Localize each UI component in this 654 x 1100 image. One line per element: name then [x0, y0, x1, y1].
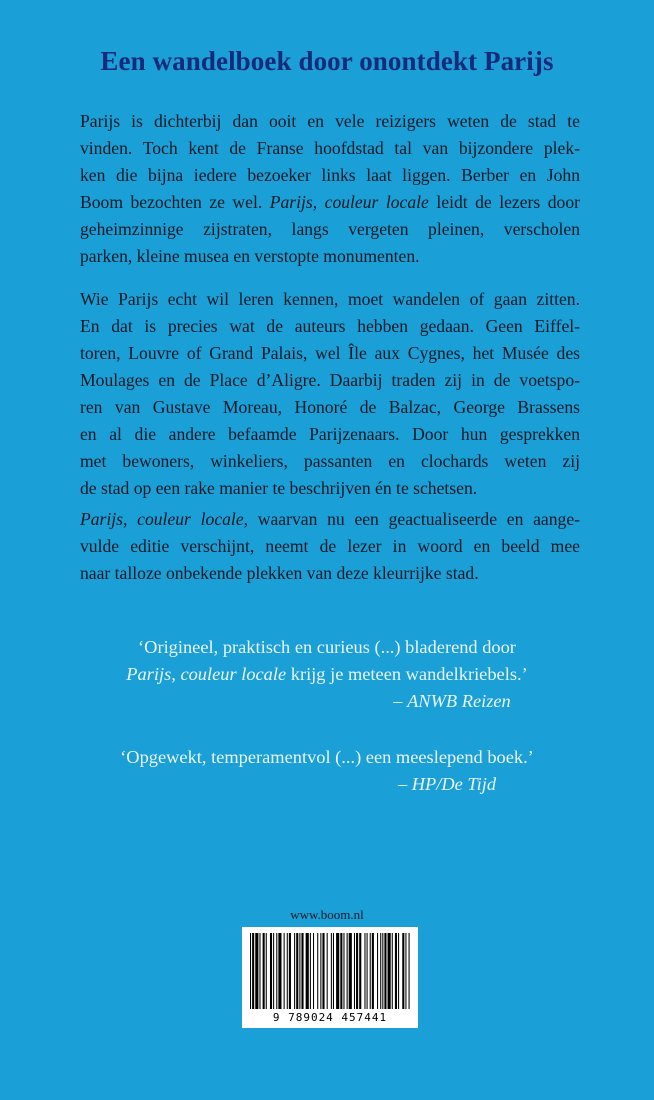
barcode-bar: [322, 933, 324, 1009]
barcode: [242, 927, 418, 1028]
barcode-bar: [333, 933, 334, 1009]
isbn-number: 9 789024 457441: [272, 1011, 388, 1024]
barcode-bar: [377, 933, 378, 1009]
barcode-bar: [356, 933, 358, 1009]
dash: –: [393, 691, 408, 711]
paragraph-line: ren van Gustave Moreau, Honoré de Balzac, George Brassens: [80, 397, 580, 417]
barcode-bar: [402, 933, 404, 1009]
text-run: krijg je meteen wandelkriebels.’: [286, 664, 528, 684]
paragraph-line: vinden. Toch kent de Franse hoofdstad tal van bijzondere plek-: [80, 138, 580, 158]
barcode-bar: [405, 933, 406, 1009]
barcode-bar: [296, 933, 298, 1009]
quote-source: [0, 771, 654, 798]
barcode-bar: [354, 933, 355, 1009]
paragraph-line: geheimzinnige zijstraten, langs vergeten pleinen, verscholen: [80, 219, 580, 239]
barcode-bar: [382, 933, 383, 1009]
paragraph-line: en al die andere befaamde Parijzenaars. Door hun gesprekken: [80, 424, 580, 444]
barcode-bar: [372, 933, 374, 1009]
paragraph-intro: [80, 108, 580, 270]
barcode-bar: [367, 933, 368, 1009]
book-title-italic: Parijs, couleur locale: [80, 509, 244, 529]
dash: –: [397, 774, 412, 794]
paragraph-line: ken die bijna iedere bezoeker links laat liggen. Berber en John: [80, 165, 580, 185]
paragraph-line: Moulages en de Place d’Aligre. Daarbij traden zij in de voetspo-: [80, 370, 580, 390]
paragraph-line: met bewoners, winkeliers, passanten en clochards weten zij: [80, 451, 580, 471]
barcode-bar: [336, 933, 339, 1009]
paragraph-line: parken, kleine musea en verstopte monumenten.: [80, 246, 420, 266]
barcode-bar: [384, 933, 386, 1009]
barcode-bar: [317, 933, 318, 1009]
barcode-bar: [284, 933, 285, 1009]
paragraph-line: [80, 189, 580, 216]
text-run: Boom bezochten ze wel.: [80, 192, 270, 212]
barcode-bar: [370, 933, 371, 1009]
paragraph-line: naar talloze onbekende plekken van deze kleurrijke stad.: [80, 563, 479, 583]
paragraph-line: Wie Parijs echt wil leren kennen, moet wandelen of gaan zitten.: [80, 289, 580, 309]
book-title-italic: Parijs, couleur locale: [269, 192, 429, 212]
barcode-bar: [359, 933, 361, 1009]
text-run: leidt de lezers door: [428, 192, 580, 212]
barcode-bar: [347, 933, 348, 1009]
review-quote-hp: [0, 744, 654, 798]
barcode-bar: [392, 933, 393, 1009]
barcode-bar: [331, 933, 332, 1009]
barcode-bar: [320, 933, 321, 1009]
barcode-bar: [343, 933, 344, 1009]
barcode-bar: [409, 933, 410, 1009]
barcode-bar: [388, 933, 391, 1009]
paragraph-line: toren, Louvre of Grand Palais, wel Île aux Cygnes, het Musée des: [80, 343, 580, 363]
publisher-url[interactable]: www.boom.nl: [290, 907, 364, 922]
paragraph-line: En dat is precies wat de auteurs hebben gedaan. Geen Eiffel-: [80, 316, 580, 336]
paragraph-edition: [80, 506, 580, 587]
paragraph-walking: [80, 286, 580, 502]
barcode-bar: [266, 933, 267, 1009]
paragraph-line: de stad op een rake manier te beschrijven én te schetsen.: [80, 478, 478, 498]
barcode-bar: [306, 933, 309, 1009]
barcode-bar: [270, 933, 272, 1009]
barcode-bar: [278, 933, 281, 1009]
barcode-bar: [255, 933, 258, 1009]
text-run: , waarvan nu een geactualiseerde en aange-: [243, 509, 580, 529]
book-title-italic: Parijs, couleur locale: [126, 664, 287, 684]
barcode-bar: [299, 933, 300, 1009]
barcode-bar: [301, 933, 303, 1009]
quote-line: ‘Opgewekt, temperamentvol (...) een meeslepend boek.’: [120, 747, 534, 767]
barcode-bar: [313, 933, 314, 1009]
paragraph-line: vulde editie verschijnt, neemt de lezer in woord en beeld mee: [80, 536, 580, 556]
barcode-bar: [364, 933, 365, 1009]
quote-line: ‘Origineel, praktisch en curieus (...) bladerend door: [138, 637, 516, 657]
paragraph-line: Parijs is dichterbij dan ooit en vele reizigers weten de stad te: [80, 111, 580, 131]
barcode-bar: [310, 933, 311, 1009]
source-name: ANWB Reizen: [407, 691, 511, 711]
cover-title: Een wandelboek door onontdekt Parijs: [100, 46, 554, 76]
barcode-bar: [289, 933, 291, 1009]
barcode-bar: [287, 933, 288, 1009]
barcode-bar: [250, 933, 251, 1009]
barcode-bar: [273, 933, 274, 1009]
quote-line: [0, 661, 654, 688]
paragraph-line: [80, 506, 580, 533]
barcode-bar: [263, 933, 265, 1009]
barcode-bar: [395, 933, 397, 1009]
barcode-bar: [380, 933, 381, 1009]
source-name: HP/De Tijd: [411, 774, 497, 794]
barcode-bar: [398, 933, 399, 1009]
barcode-bar: [259, 933, 260, 1009]
review-quote-anwb: [0, 634, 654, 715]
quote-source: [0, 688, 654, 715]
barcode-bar: [349, 933, 352, 1009]
barcode-bar: [340, 933, 342, 1009]
barcode-bar: [276, 933, 277, 1009]
barcode-bar: [252, 933, 254, 1009]
barcode-bar: [294, 933, 295, 1009]
barcode-bar: [327, 933, 328, 1009]
